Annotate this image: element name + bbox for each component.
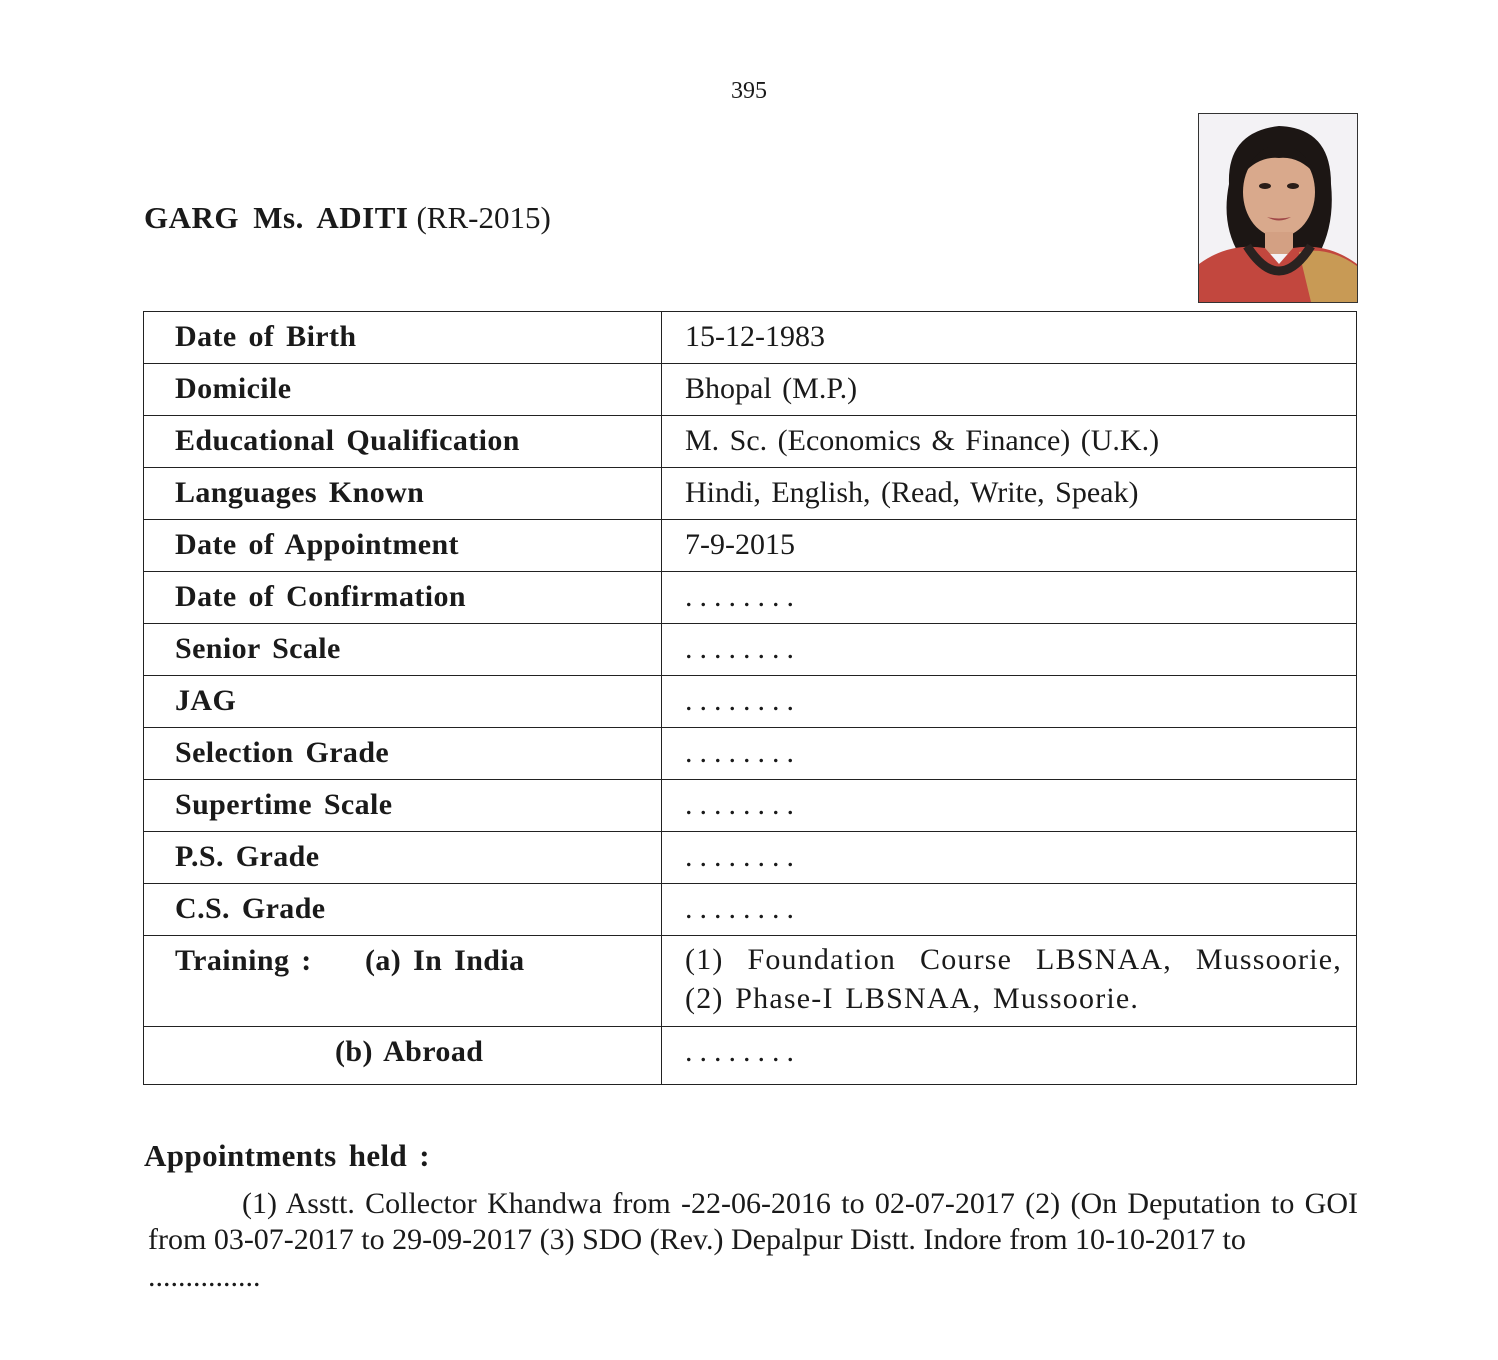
table-row: [144, 572, 1357, 624]
row-value: Hindi, English, (Read, Write, Speak): [662, 468, 1357, 520]
row-label: Domicile: [144, 364, 662, 416]
table-row: [144, 364, 1357, 416]
training-abroad-value: ........: [662, 1027, 1357, 1085]
row-value: Bhopal (M.P.): [662, 364, 1357, 416]
row-label: Selection Grade: [144, 728, 662, 780]
row-label: P.S. Grade: [144, 832, 662, 884]
row-label: JAG: [144, 676, 662, 728]
table-row: [144, 624, 1357, 676]
training-india-label-cell: [144, 936, 662, 1027]
row-value: ........: [662, 884, 1357, 936]
row-label: Supertime Scale: [144, 780, 662, 832]
row-value: ........: [662, 728, 1357, 780]
training-india-value: (1) Foundation Course LBSNAA, Mussoorie, (2) Phase-I LBSNAA, Mussoorie.: [685, 943, 1342, 1015]
training-india-row: [144, 936, 1357, 1027]
table-row: [144, 520, 1357, 572]
training-india-label: (a) In India: [365, 944, 525, 977]
training-abroad-label: (b) Abroad: [335, 1035, 484, 1068]
row-label: Senior Scale: [144, 624, 662, 676]
table-row: [144, 728, 1357, 780]
row-label: Date of Confirmation: [144, 572, 662, 624]
officer-title: [144, 200, 551, 236]
row-label: Languages Known: [144, 468, 662, 520]
row-label: Date of Appointment: [144, 520, 662, 572]
table-row: [144, 416, 1357, 468]
row-value: ........: [662, 676, 1357, 728]
row-label: C.S. Grade: [144, 884, 662, 936]
appointments-heading: Appointments held :: [144, 1138, 431, 1173]
row-value: ........: [662, 624, 1357, 676]
row-value: ........: [662, 780, 1357, 832]
page-number: 395: [731, 78, 767, 104]
table-row: [144, 832, 1357, 884]
training-india-value-cell: [662, 936, 1357, 1027]
row-label: Educational Qualification: [144, 416, 662, 468]
row-value: ........: [662, 572, 1357, 624]
table-row: [144, 312, 1357, 364]
training-abroad-row: [144, 1027, 1357, 1085]
row-value: M. Sc. (Economics & Finance) (U.K.): [662, 416, 1357, 468]
row-value: ........: [662, 832, 1357, 884]
officer-batch: (RR-2015): [416, 200, 551, 235]
officer-photo: [1198, 113, 1358, 303]
appointments-text: (1) Asstt. Collector Khandwa from -22-06-2016 to 02-07-2017 (2) (On Deputation to GOI from 03-07-2017 to 29-09-2017 (3) SDO (Rev.) Depalpur Distt. Indore from 10-10-2017 to: [148, 1187, 1358, 1256]
training-label: Training :: [175, 944, 312, 977]
row-label: Date of Birth: [144, 312, 662, 364]
row-value: 7-9-2015: [662, 520, 1357, 572]
officer-name: GARG Ms. ADITI: [144, 200, 409, 235]
table-row: [144, 468, 1357, 520]
appointments-trailing: ...............: [148, 1260, 261, 1293]
table-row: [144, 780, 1357, 832]
table-row: [144, 884, 1357, 936]
training-abroad-label-cell: [144, 1027, 662, 1085]
table-row: [144, 676, 1357, 728]
row-value: 15-12-1983: [662, 312, 1357, 364]
service-details-table: [143, 311, 1357, 1085]
